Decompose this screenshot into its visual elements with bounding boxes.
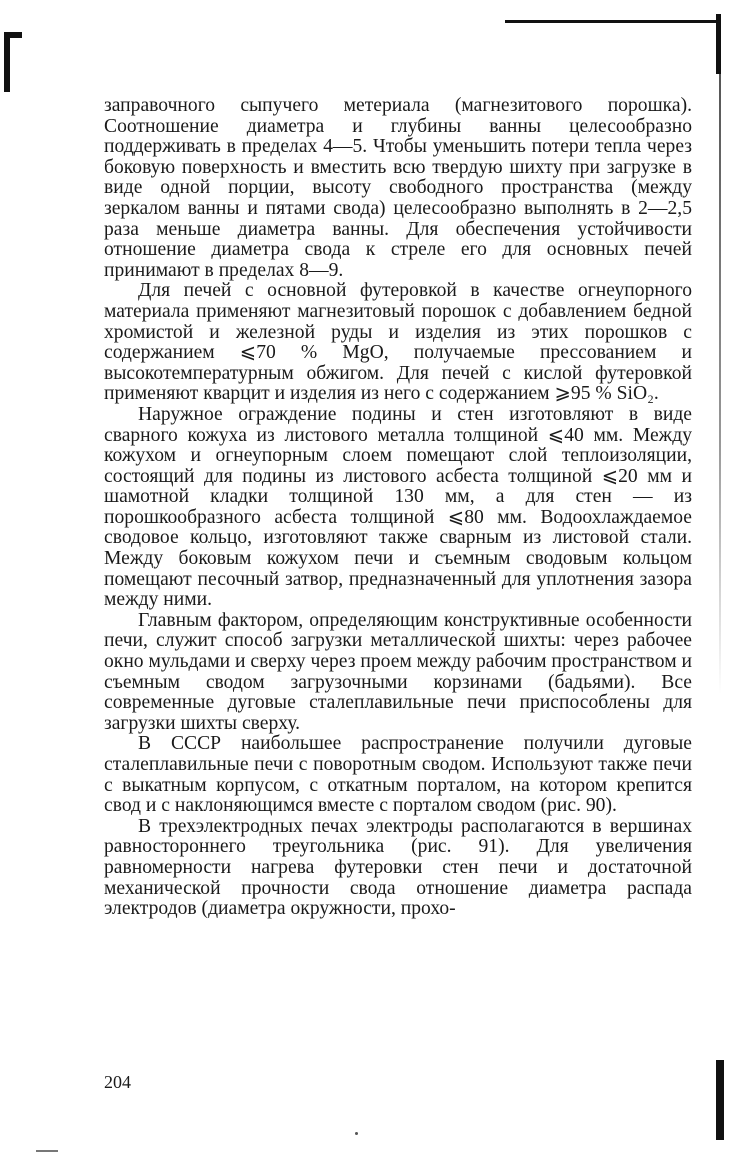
scan-speck bbox=[355, 1132, 358, 1135]
paragraph-charging-method: Главным фактором, определяющим конструктивные особенности печи, служит способ загрузки металлической шихты: через рабочее окно мульдами и сверху через проем между рабочим пространством и съемным сводом загрузочными корзинами (бадьями). Все современные дуговые сталеплавильные печи приспособлены для загрузки шихты сверху. bbox=[104, 609, 693, 734]
body-text bbox=[104, 96, 692, 920]
scan-corner-mark bbox=[4, 32, 22, 92]
scan-bottom-left-scratch bbox=[36, 1150, 58, 1152]
scan-top-rule bbox=[505, 20, 721, 23]
paragraph-continuation: заправочного сыпучего метериала (магнезитового порошка). Соотношение диаметра и глубины ванны целесообразно поддерживать в пределах 4—5. Чтобы уменьшить потери тепла через боковую поверхность и вместить всю твердую шихту при загрузке в виде одной порции, высоту свободного пространства (между зеркалом ванны и пятами свода) целесообразно выполнять в 2—2,5 раза меньше диаметра ванны. Для обеспечения устойчивости отношение диаметра свода к стреле его для основных печей принимают в пределах 8—9. bbox=[104, 95, 692, 281]
paragraph-electrodes: В трехэлектродных печах электроды располагаются в вершинах равностороннего треугольника (рис. 91). Для увеличения равномерности нагрева футеровки стен печи и достаточной механической прочности свода отношение диаметра распада электродов (диаметра окружности, прохо- bbox=[104, 815, 692, 920]
scan-right-edge-line bbox=[719, 74, 721, 694]
paragraph-ussr-furnaces: В СССР наибольшее распространение получили дуговые сталеплавильные печи с поворотным сводом. Используют также печи с выкатным корпусом, с откатным порталом, на котором крепится свод и с наклоняющимся вместе с порталом сводом (рис. 90). bbox=[104, 733, 692, 817]
scan-bottom-right-bar bbox=[716, 1060, 724, 1140]
page-number: 204 bbox=[104, 1072, 131, 1092]
paragraph-outer-casing: Наружное ограждение подины и стен изготовляют в виде сварного кожуха из листового металла толщиной ⩽40 мм. Между кожухом и огнеупорным слоем помещают слой теплоизоляции, состоящий для подины из листового асбеста толщиной ⩽20 мм и шамотной кладки толщиной 130 мм, а для стен — из порошкообразного асбеста толщиной ⩽80 мм. Водоохлаждаемое сводовое кольцо, изготовляют также сварным из листовой стали. Между боковым кожухом печи и съемным сводовым кольцом помещают песочный затвор, предназначенный для уплотнения зазора между ними. bbox=[104, 403, 692, 611]
paragraph-refractory-materials: Для печей с основной футеровкой в качестве огнеупорного материала применяют магнезитовый порошок с добавлением бедной хромистой и железной руды и изделия из этих порошков с содержанием ⩽70 % MgO, получаемые прессованием и высокотемпературным обжигом. Для печей с кислой футеровкой применяют кварцит и изделия из него с содержанием ⩾95 % SiO₂. bbox=[104, 280, 692, 405]
scan-right-edge-bar bbox=[716, 14, 721, 74]
